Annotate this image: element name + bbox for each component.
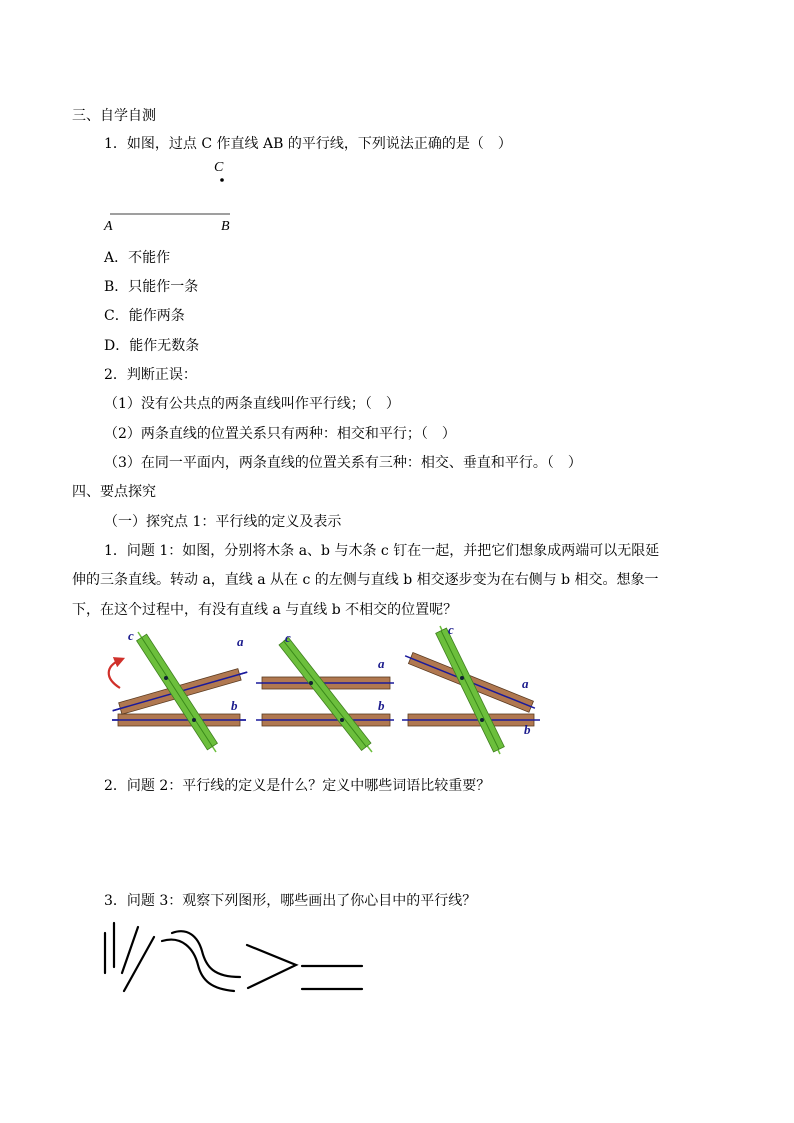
problem-3: 3．问题 3：观察下列图形，哪些画出了你心目中的平行线？ (104, 893, 477, 909)
point-b-label: B (221, 219, 230, 234)
q1-option-d[interactable]: D．能作无数条 (104, 338, 200, 354)
q1-option-c[interactable]: C．能作两条 (104, 308, 185, 324)
label-b-1: b (231, 698, 238, 713)
label-a-1: a (237, 634, 244, 649)
point-a-label: A (104, 219, 113, 234)
label-c-2: c (285, 630, 291, 645)
panel-2 (256, 630, 394, 752)
wood-sticks-figure (0, 620, 794, 760)
shape-slanted-lines (122, 927, 138, 973)
shape-curves (172, 931, 240, 977)
point-1-heading: （一）探究点 1：平行线的定义及表示 (104, 514, 342, 530)
label-b-2: b (378, 698, 385, 713)
panel-1 (109, 628, 249, 752)
q2-item-2: （2）两条直线的位置关系只有两种：相交和平行；（ ） (104, 426, 456, 442)
shape-angle (247, 945, 296, 988)
q1-figure-svg (0, 0, 794, 240)
point-c-label: C (214, 160, 224, 175)
rotate-arrow (109, 660, 120, 688)
label-c-1: c (128, 628, 134, 643)
label-c-3: c (448, 622, 454, 637)
problem-1-line-1: 1．问题 1：如图，分别将木条 a、b 与木条 c 钉在一起，并把它们想象成两端可以无限延 (104, 543, 660, 559)
point-c (220, 178, 224, 182)
q1-option-b[interactable]: B．只能作一条 (104, 279, 199, 295)
section-3-title: 三、自学自测 (72, 108, 156, 124)
problem-1-line-3: 下，在这个过程中，有没有直线 a 与直线 b 不相交的位置呢？ (72, 602, 458, 618)
label-a-3: a (522, 676, 529, 691)
problem-3-figure (0, 915, 794, 1005)
label-b-3: b (524, 722, 531, 737)
q1-stem: 1．如图，过点 C 作直线 AB 的平行线，下列说法正确的是（ ） (104, 136, 512, 152)
q2-item-1: （1）没有公共点的两条直线叫作平行线；（ ） (104, 396, 400, 412)
panel-3 (402, 622, 540, 754)
q2-stem: 2．判断正误： (104, 367, 197, 383)
q1-option-a[interactable]: A．不能作 (104, 250, 171, 266)
section-4-title: 四、要点探究 (72, 484, 156, 500)
problem-1-line-2: 伸的三条直线。转动 a，直线 a 从在 c 的左侧与直线 b 相交逐步变为在右侧与 b 相交。想象一 (72, 572, 659, 588)
label-a-2: a (378, 656, 385, 671)
problem-2: 2．问题 2：平行线的定义是什么？定义中哪些词语比较重要？ (104, 778, 491, 794)
q2-item-3: （3）在同一平面内，两条直线的位置关系有三种：相交、垂直和平行。（ ） (104, 455, 582, 471)
